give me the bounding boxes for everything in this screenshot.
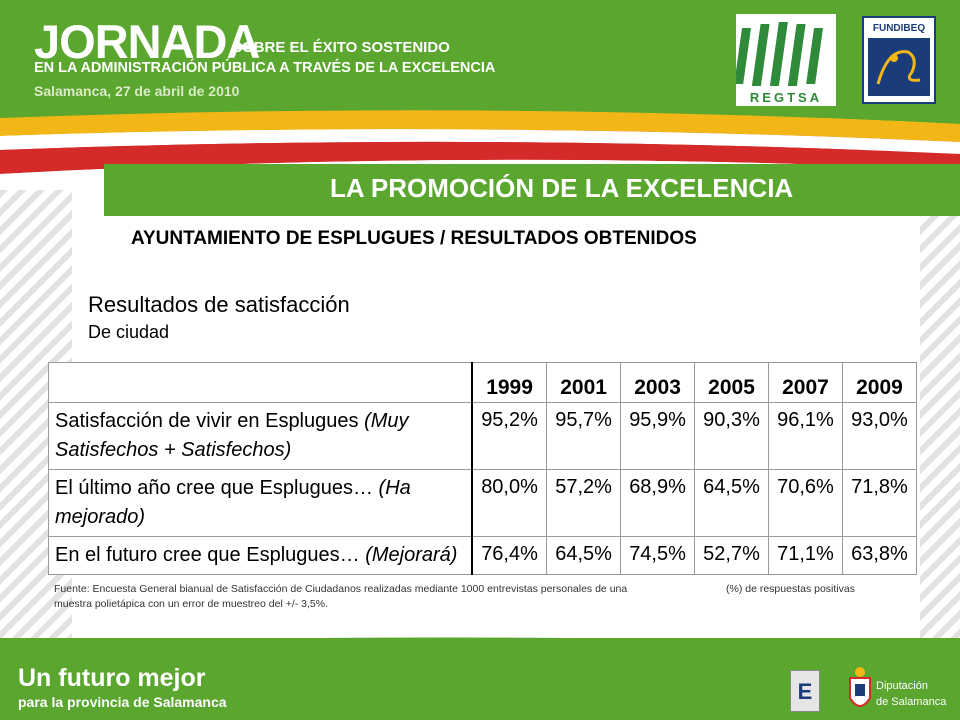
right-stripe-pattern <box>920 190 960 640</box>
table-cell: 95,7% <box>547 403 621 470</box>
row-label-text: Satisfacción de vivir en Esplugues <box>55 410 359 432</box>
row-label <box>49 403 473 470</box>
row-label-note: (Mejorará) <box>365 544 458 566</box>
section-title: Resultados de satisfacción <box>88 292 350 317</box>
row-label <box>49 537 473 575</box>
year-1999: 1999 <box>472 363 547 403</box>
row-label-note: (Ha mejorado) <box>55 477 411 528</box>
source-note-text: Fuente: Encuesta General bianual de Satisfacción de Ciudadanos realizadas mediante 1000 entrevistas personales de una muestra polietápica con un error de muestreo del +/- 3,5%. <box>54 583 628 610</box>
table-row <box>49 403 917 470</box>
table-cell: 57,2% <box>547 470 621 537</box>
table-cell: 64,5% <box>695 470 769 537</box>
table-cell: 76,4% <box>472 537 547 575</box>
fundibeq-logo <box>862 16 936 104</box>
table-cell: 64,5% <box>547 537 621 575</box>
table-cell: 96,1% <box>769 403 843 470</box>
section-subtitle: De ciudad <box>88 322 170 342</box>
table-cell: 93,0% <box>842 403 916 470</box>
table-header-row <box>49 363 917 403</box>
source-note <box>54 582 914 612</box>
year-2005: 2005 <box>695 363 769 403</box>
row-label-text: El último año cree que Esplugues… <box>55 477 373 499</box>
e-logo-icon <box>791 671 819 711</box>
diputacion-line-1: Diputación <box>876 680 928 692</box>
table-cell: 70,6% <box>769 470 843 537</box>
table-cell: 95,2% <box>472 403 547 470</box>
svg-text:E: E <box>797 679 813 704</box>
year-2007: 2007 <box>769 363 843 403</box>
row-label <box>49 470 473 537</box>
results-table <box>48 362 917 575</box>
table-row <box>49 470 917 537</box>
diputacion-text <box>876 678 946 710</box>
table-cell: 74,5% <box>621 537 695 575</box>
table-cell: 52,7% <box>695 537 769 575</box>
table-cell: 71,8% <box>842 470 916 537</box>
row-label-note: (Muy Satisfechos + Satisfechos) <box>55 410 409 461</box>
bottom-slogan: Un futuro mejor <box>18 664 206 692</box>
coat-of-arms-icon <box>846 664 874 718</box>
regtsa-logo-text: REGTSA <box>749 90 823 105</box>
table-cell: 68,9% <box>621 470 695 537</box>
excellence-e-logo <box>790 670 820 712</box>
slide-subtitle: AYUNTAMIENTO DE ESPLUGUES / RESULTADOS OBTENIDOS <box>131 228 697 249</box>
table-header-empty <box>49 363 473 403</box>
source-note-right: (%) de respuestas positivas <box>726 583 855 595</box>
table-cell: 95,9% <box>621 403 695 470</box>
header-subtitle-2: EN LA ADMINISTRACIÓN PÚBLICA A TRAVÉS DE LA EXCELENCIA <box>34 60 496 76</box>
header-subtitle-1: SOBRE EL ÉXITO SOSTENIDO <box>232 39 450 56</box>
table-cell: 80,0% <box>472 470 547 537</box>
diputacion-line-2: de Salamanca <box>876 696 947 708</box>
header-title: JORNADA <box>34 15 260 68</box>
year-2009: 2009 <box>842 363 916 403</box>
fundibeq-logo-text: FUNDIBEQ <box>872 23 926 34</box>
regtsa-logo <box>736 14 836 106</box>
fundibeq-logo-icon <box>864 18 934 102</box>
table-cell: 90,3% <box>695 403 769 470</box>
table-cell: 71,1% <box>769 537 843 575</box>
header-date: Salamanca, 27 de abril de 2010 <box>34 83 240 99</box>
row-label-text: En el futuro cree que Esplugues… <box>55 544 360 566</box>
year-2003: 2003 <box>621 363 695 403</box>
slide-title: LA PROMOCIÓN DE LA EXCELENCIA <box>330 173 794 203</box>
regtsa-logo-icon <box>736 14 836 106</box>
bottom-slogan-sub: para la provincia de Salamanca <box>18 694 227 710</box>
table-cell: 63,8% <box>842 537 916 575</box>
table-row <box>49 537 917 575</box>
year-2001: 2001 <box>547 363 621 403</box>
